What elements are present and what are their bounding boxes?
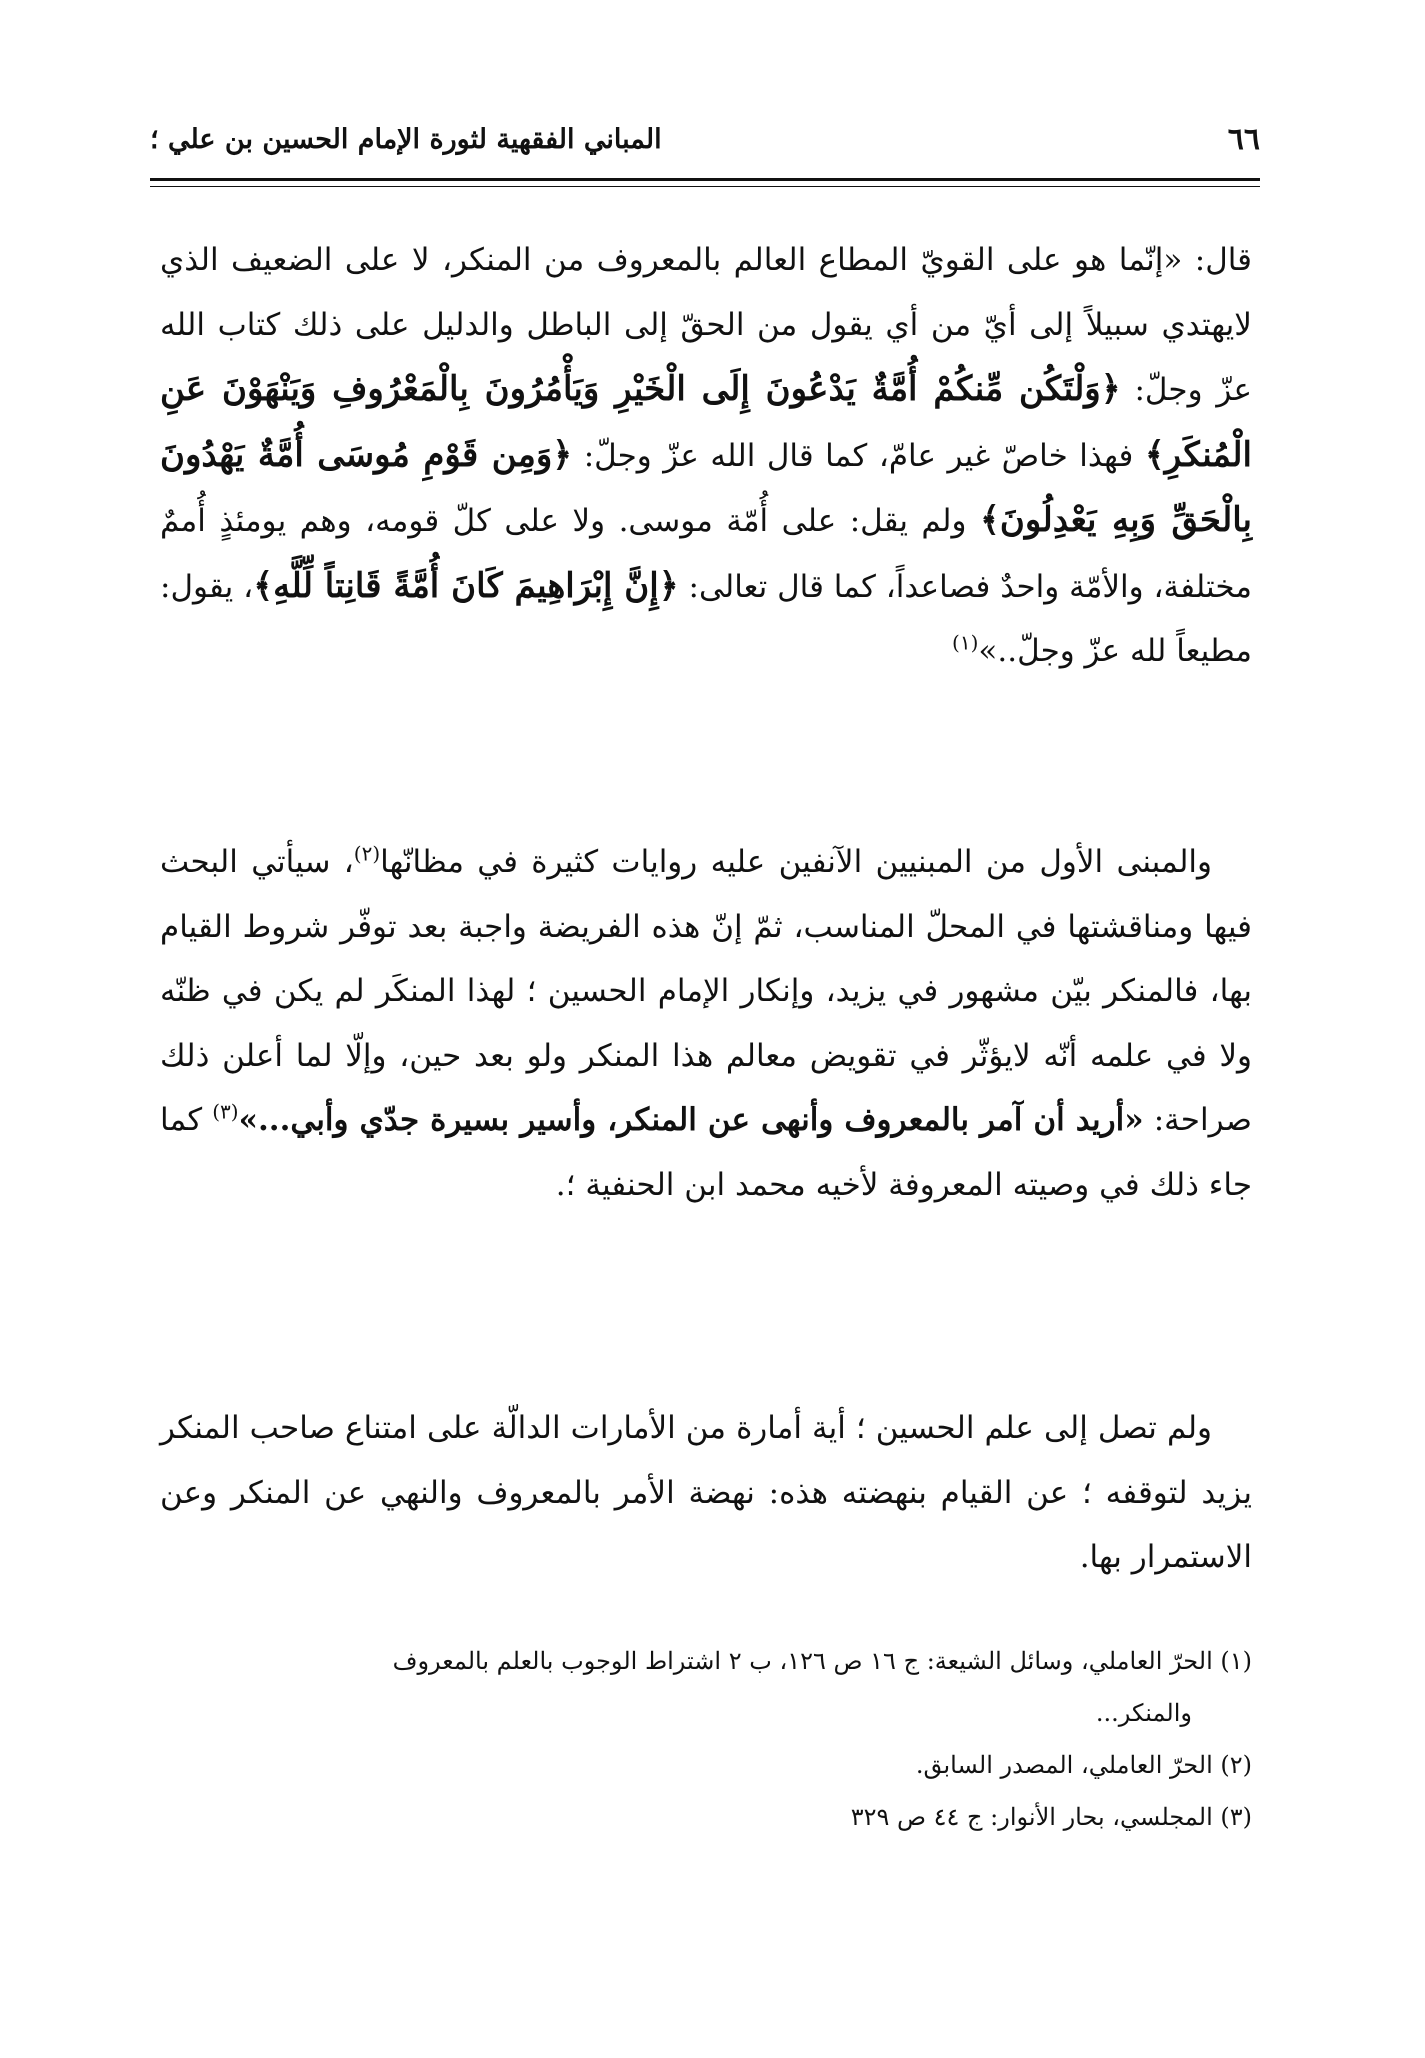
paragraph-1-text-d: ، يقول: مطيعاً لله عزّ وجلّ..» xyxy=(160,568,1252,669)
footnote-2: (٢) الحرّ العاملي، المصدر السابق. xyxy=(915,1751,1252,1779)
quran-verse-2: ﴿وَمِن قَوْمِ مُوسَى أُمَّةٌ يَهْدُونَ بِالْحَقِّ وَبِهِ يَعْدِلُونَ﴾ xyxy=(160,434,1253,540)
paragraph-2-text-c: كما جاء ذلك في وصيته المعروفة لأخيه محمد ابن الحنفية ؛. xyxy=(160,1102,1252,1203)
footnote-1: (١) الحرّ العاملي، وسائل الشيعة: ج ١٦ ص ١٢٦، ب ٢ اشتراط الوجوب بالعلم بالمعروف xyxy=(392,1647,1252,1675)
paragraph-1-text-c: ولم يقل: على أُمّة موسى. ولا على كلّ قومه، وهم يومئذٍ أُممٌ مختلفة، والأمّة واحدٌ فصاعداً، كما قال تعالى: xyxy=(160,503,1253,605)
footnotes xyxy=(160,1635,1252,1843)
footnote-1-continuation: والمنكر... xyxy=(1095,1699,1192,1727)
footnote-ref-2: (٢) xyxy=(353,841,381,866)
footnote-ref-3: (٣) xyxy=(212,1099,239,1124)
paragraph-1-text-a: قال: «إنّما هو على القويّ المطاع العالم بالمعروف من المنكر، لا على الضعيف الذي لايهتدي سبيلاً إلى أيّ من أي يقول من الحقّ إلى الباطل والدليل على ذلك كتاب الله عزّ وجلّ: xyxy=(160,242,1253,408)
paragraph-2 xyxy=(160,830,1252,1378)
main-text xyxy=(160,228,1252,1590)
paragraph-3: ولم تصل إلى علم الحسين ؛ أية أمارة من الأمارات الدالّة على امتناع صاحب المنكر يزيد لتوقفه ؛ عن القيام بنهضته هذه: نهضة الأمر بالمعروف والنهي عن المنكر وعن الاستمرار بها. xyxy=(160,1410,1252,1575)
footnote-ref-1: (١) xyxy=(952,630,979,655)
page-header xyxy=(150,118,1260,172)
header-rule-thick xyxy=(150,178,1260,181)
paragraph-2-text-a: والمبنى الأول من المبنيين الآنفين عليه روايات كثيرة في مظانّها xyxy=(380,844,1212,880)
header-rule-thin xyxy=(150,186,1260,187)
footnote-3: (٣) المجلسي، بحار الأنوار: ج ٤٤ ص ٣٢٩ xyxy=(850,1803,1252,1831)
hussein-quote: «أريد أن آمر بالمعروف وأنهى عن المنكر، وأسير بسيرة جدّي وأبي...» xyxy=(238,1102,1144,1138)
paragraph-1-text-b: فهذا خاصّ غير عامّ، كما قال الله عزّ وجلّ: xyxy=(572,437,1145,474)
quran-verse-3: ﴿إِنَّ إِبْرَاهِيمَ كَانَ أُمَّةً قَانِتاً لِّلَّهِ﴾ xyxy=(253,565,679,606)
paragraph-1 xyxy=(160,228,1252,812)
page-number: ٦٦ xyxy=(1227,122,1260,157)
running-title: المباني الفقهية لثورة الإمام الحسين بن علي ؛ xyxy=(150,124,662,155)
quran-verse-1: ﴿وَلْتَكُن مِّنكُمْ أُمَّةٌ يَدْعُونَ إِلَى الْخَيْرِ وَيَأْمُرُونَ بِالْمَعْرُوفِ وَيَنْهَوْنَ عَنِ الْمُنكَرِ﴾ xyxy=(160,369,1252,475)
paragraph-2-text-b: ، سيأتي البحث فيها ومناقشتها في المحلّ المناسب، ثمّ إنّ هذه الفريضة واجبة بعد توفّر شروط القيام بها، فالمنكر بيّن مشهور في يزيد، وإنكار الإمام الحسين ؛ لهذا المنكَر لم يكن في ظنّه ولا في علمه أنّه لايؤثّر في تقويض معالم هذا المنكر ولو بعد حين، وإلّا لما أعلن ذلك صراحة: xyxy=(160,844,1253,1138)
